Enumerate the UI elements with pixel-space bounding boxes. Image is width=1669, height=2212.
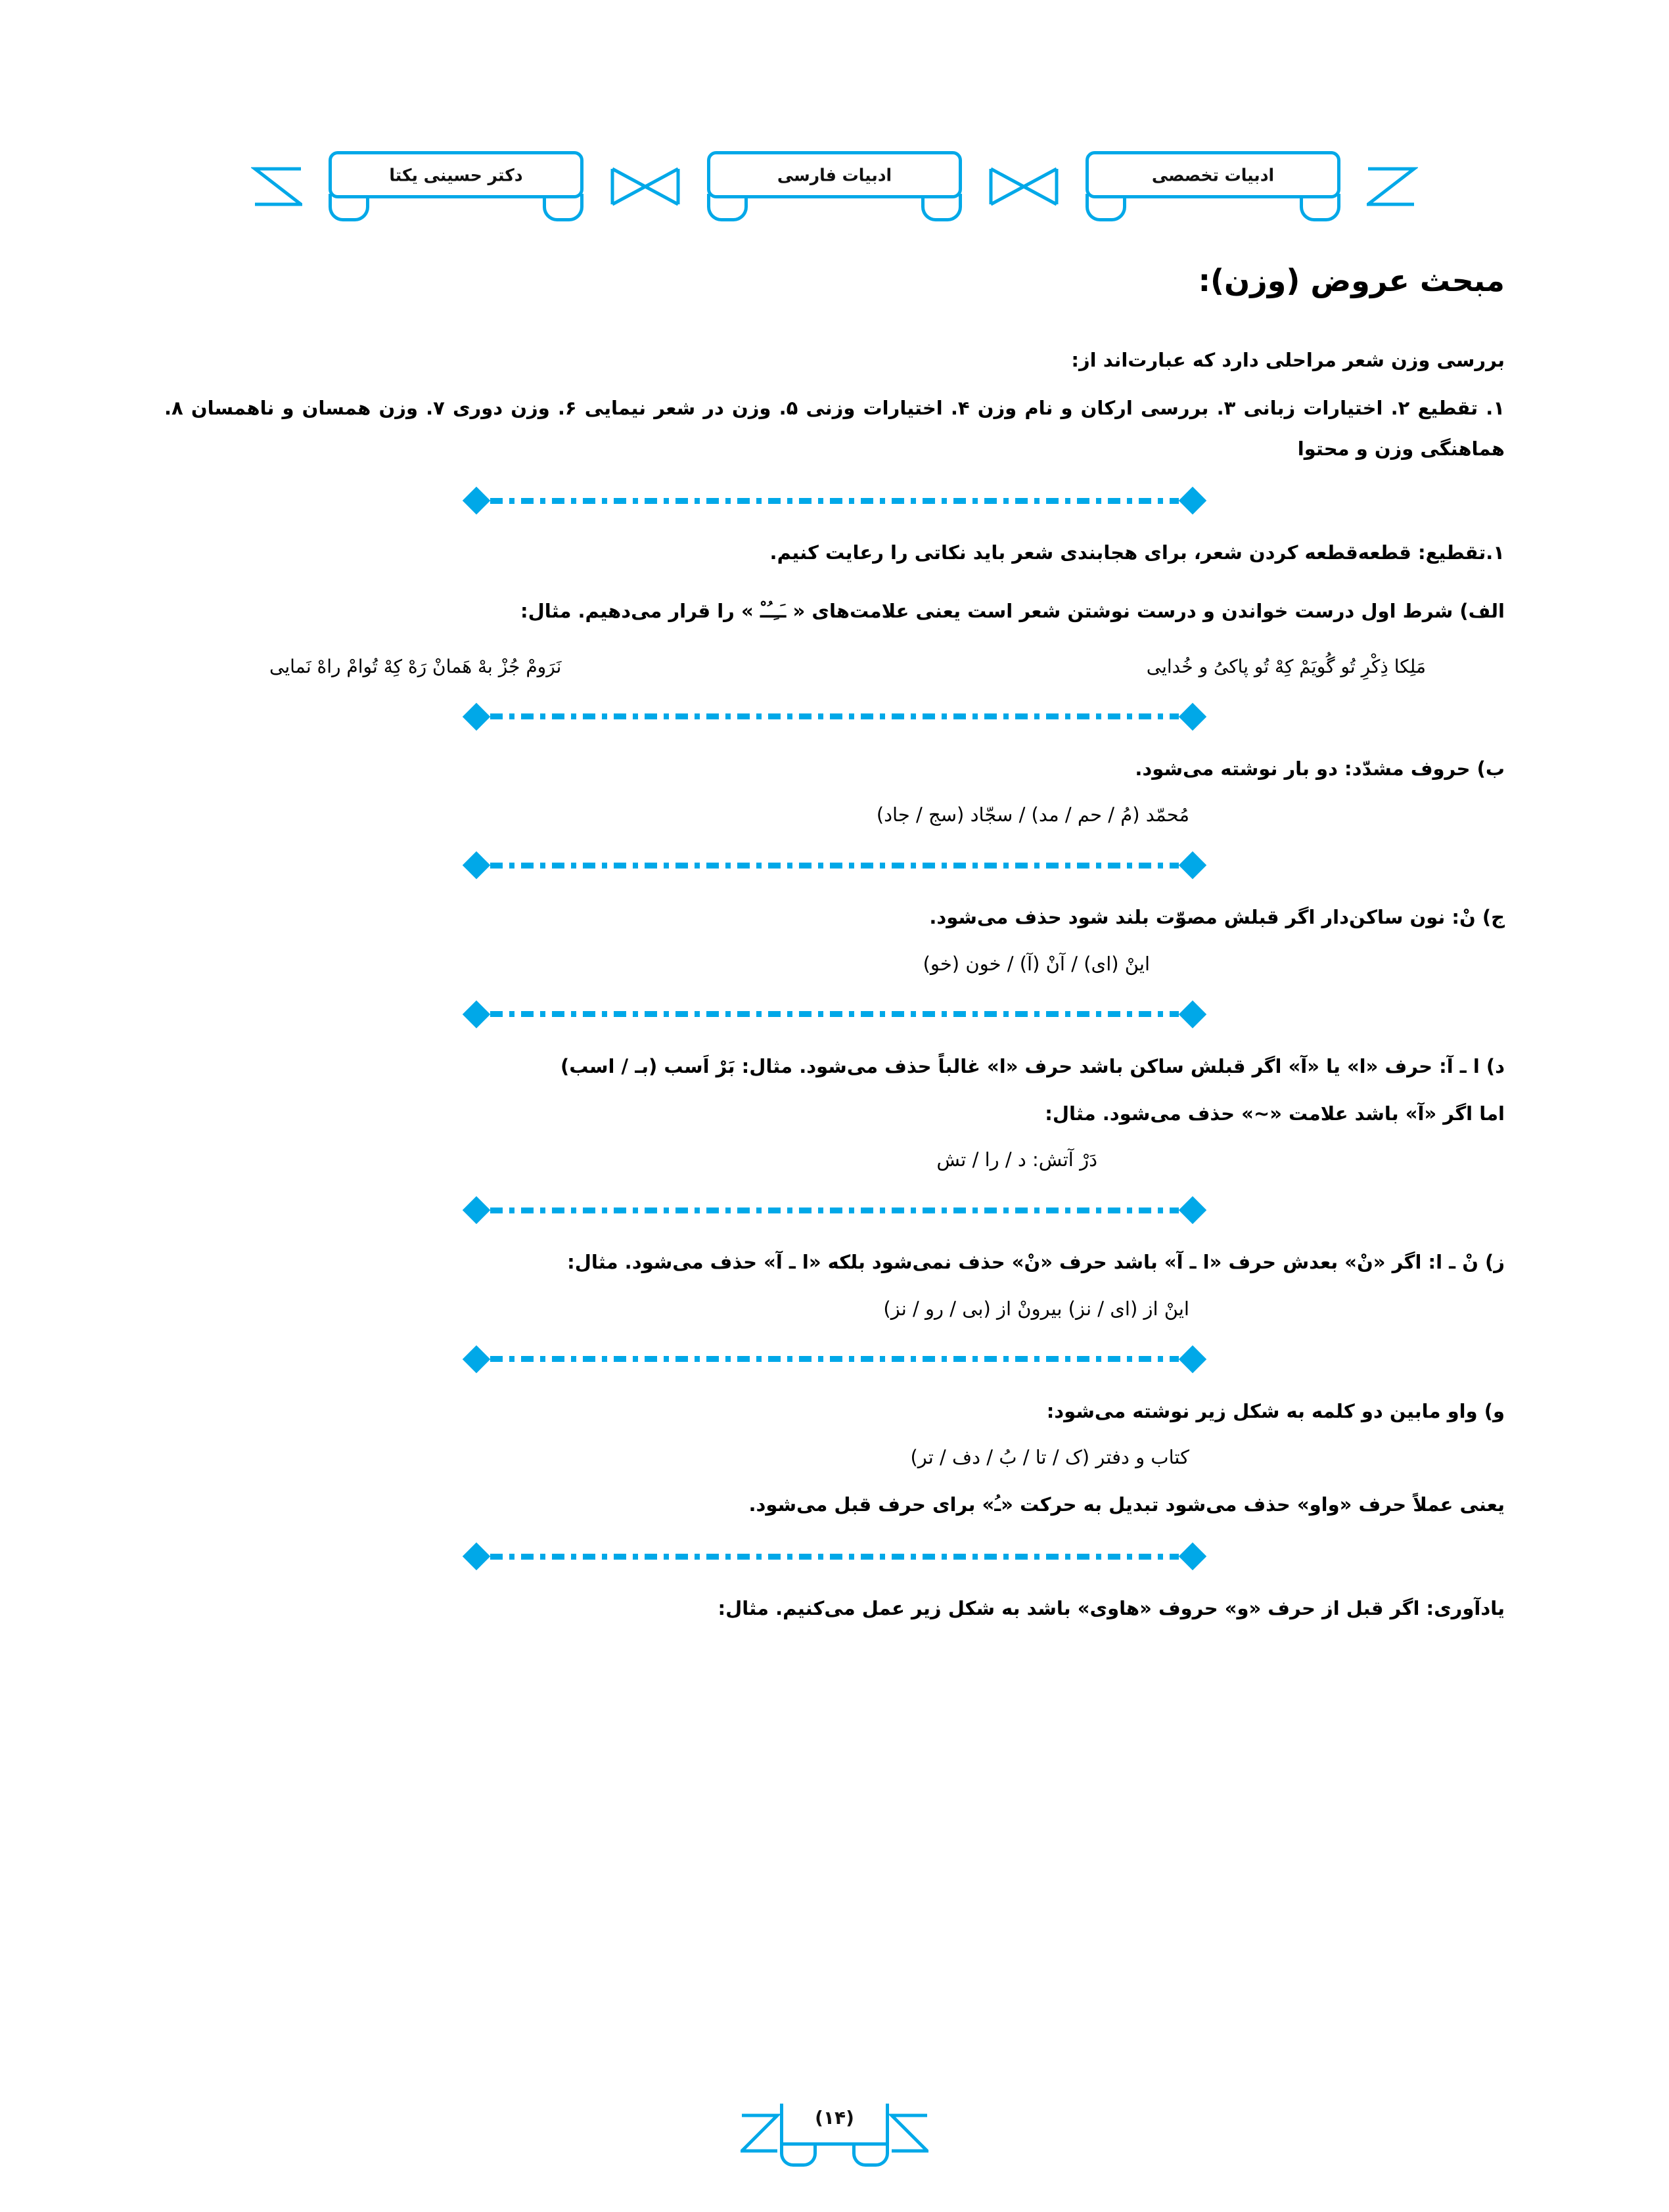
dashed-line xyxy=(490,713,1179,719)
ribbon-bow-icon xyxy=(610,141,681,227)
ribbon-bow-icon xyxy=(988,141,1059,227)
diamond-icon xyxy=(1179,1543,1206,1570)
page-number-badge xyxy=(752,2104,917,2176)
section-vav-rule: و) واو مابین دو کلمه به شکل زیر نوشته می‌شود: xyxy=(1046,1399,1505,1422)
diamond-icon xyxy=(1179,1000,1206,1027)
diamond-icon xyxy=(463,1543,490,1570)
header-banner-3 xyxy=(302,141,610,227)
section-ze-rule: ز) نْ ـ ا: اگر «نْ» بعدش حرف «ا ـ آ» باشد حرف «نْ» حذف نمی‌شود بلکه «ا ـ آ» حذف می‌شود. مثال: xyxy=(567,1251,1505,1274)
dashed-line xyxy=(490,1356,1179,1362)
section-divider xyxy=(164,844,1505,886)
page-title: مبحث عروض (وزن): xyxy=(1198,263,1505,298)
section-taqti-alef: الف) شرط اول درست خواندن و درست نوشتن شعر است یعنی علامت‌های « ـَـِـُـْ » را قرار می‌دهیم. مثال: xyxy=(520,599,1505,622)
diamond-icon xyxy=(1179,851,1206,879)
header-banner-label: ادبیات فارسی xyxy=(777,164,892,185)
diamond-icon xyxy=(1179,1345,1206,1372)
page-badge-wing-left-icon xyxy=(741,2111,780,2165)
verse-row xyxy=(164,648,1505,685)
section-divider xyxy=(164,1189,1505,1231)
section-divider xyxy=(164,1535,1505,1577)
header-banner-label: دکتر حسینی یکتا xyxy=(389,164,523,185)
steps-list: ۱. تقطیع ۲. اختیارات زبانی ۳. بررسی ارکان و نام وزن ۴. اختیارات وزنی ۵. وزن در شعر نیمایی ۶. وزن دوری ۷. وزن همسان و ناهمسان ۸. هماهنگی وزن و محتوا xyxy=(164,396,1505,460)
dashed-line xyxy=(490,863,1179,869)
document-content xyxy=(164,263,1505,1646)
dashed-line xyxy=(490,1554,1179,1560)
section-jim-rule: ج) نْ: نون ساکن‌دار اگر قبلش مصوّت بلند شود حذف می‌شود. xyxy=(929,906,1505,929)
header-banner-box xyxy=(329,151,583,198)
section-be-rule: ب) حروف مشدّد: دو بار نوشته می‌شود. xyxy=(1135,757,1505,780)
section-divider xyxy=(164,1338,1505,1380)
dashed-line xyxy=(490,1208,1179,1213)
diamond-icon xyxy=(463,1000,490,1027)
section-vav-example: کتاب و دفتر (ک / تا / بُ / دف / تر) xyxy=(910,1445,1189,1468)
page-footer xyxy=(0,2104,1669,2176)
section-jim-example: اینْ (ای) / آنْ (آ) / خون (خو) xyxy=(923,952,1150,975)
section-divider xyxy=(164,696,1505,738)
ribbon-group xyxy=(251,141,1418,227)
diamond-icon xyxy=(1179,1196,1206,1224)
header-banner-box xyxy=(707,151,962,198)
diamond-icon xyxy=(463,1196,490,1224)
ribbon-end-right-icon xyxy=(251,141,302,227)
diamond-icon xyxy=(463,703,490,731)
section-divider xyxy=(164,993,1505,1035)
diamond-icon xyxy=(463,1345,490,1372)
verse-hemistich-first: مَلِکا ذِکْرِ تُو گُویَمْ کِهْ تُو پاکیُ و خُدایی xyxy=(1146,655,1426,677)
page-badge-wing-right-icon xyxy=(889,2111,928,2165)
header-banner-box xyxy=(1086,151,1340,198)
section-dal-example: دَرْ آتش: د / را / تش xyxy=(936,1148,1097,1171)
section-yadavari-rule: یادآوری: اگر قبل از حرف «و» حروف «هاوی» باشد به شکل زیر عمل می‌کنیم. مثال: xyxy=(718,1597,1505,1620)
intro-paragraph: بررسی وزن شعر مراحلی دارد که عبارت‌اند از: xyxy=(1071,349,1505,372)
section-ze-example: اینْ از (ای / نز) بیرونْ از (بی / رو / نز) xyxy=(883,1297,1189,1320)
dashed-line xyxy=(490,1011,1179,1017)
diamond-icon xyxy=(463,487,490,514)
dashed-line xyxy=(490,498,1179,504)
header-banner-1 xyxy=(1059,141,1367,227)
section-taqti-heading: ۱.تقطیع: قطعه‌قطعه کردن شعر، برای هجابندی شعر باید نکاتی را رعایت کنیم. xyxy=(769,541,1505,564)
header-banner-label: ادبیات تخصصی xyxy=(1151,164,1275,185)
header-banner-2 xyxy=(681,141,988,227)
section-dal-rule2: اما اگر «آ» باشد علامت «~» حذف می‌شود. مثال: xyxy=(1045,1102,1505,1125)
section-dal-rule: د) ا ـ آ: حرف «ا» یا «آ» اگر قبلش ساکن باشد حرف «ا» غالباً حذف می‌شود. مثال: بَرْ اَسب (بـ / اسب) xyxy=(560,1054,1505,1077)
diamond-icon xyxy=(1179,703,1206,731)
verse-hemistich-second: نَرَومْ جُزْ بهْ هَمانْ رَهْ کِهْ تُوامْ راهْ نَمایی xyxy=(269,655,562,677)
section-vav-note: یعنی عملاً حرف «واو» حذف می‌شود تبدیل به حرکت «ـُ» برای حرف قبل می‌شود. xyxy=(748,1493,1505,1516)
section-be-example: مُحمّد (مُ / حم / مد) / سجّاد (سج / جاد) xyxy=(876,803,1189,826)
ribbon-end-left-icon xyxy=(1367,141,1418,227)
diamond-icon xyxy=(463,851,490,879)
page-badge-box xyxy=(780,2104,889,2146)
diamond-icon xyxy=(1179,487,1206,514)
section-divider xyxy=(164,480,1505,522)
page-number-label: (۱۴) xyxy=(815,2107,854,2129)
header-ribbon xyxy=(0,141,1669,227)
